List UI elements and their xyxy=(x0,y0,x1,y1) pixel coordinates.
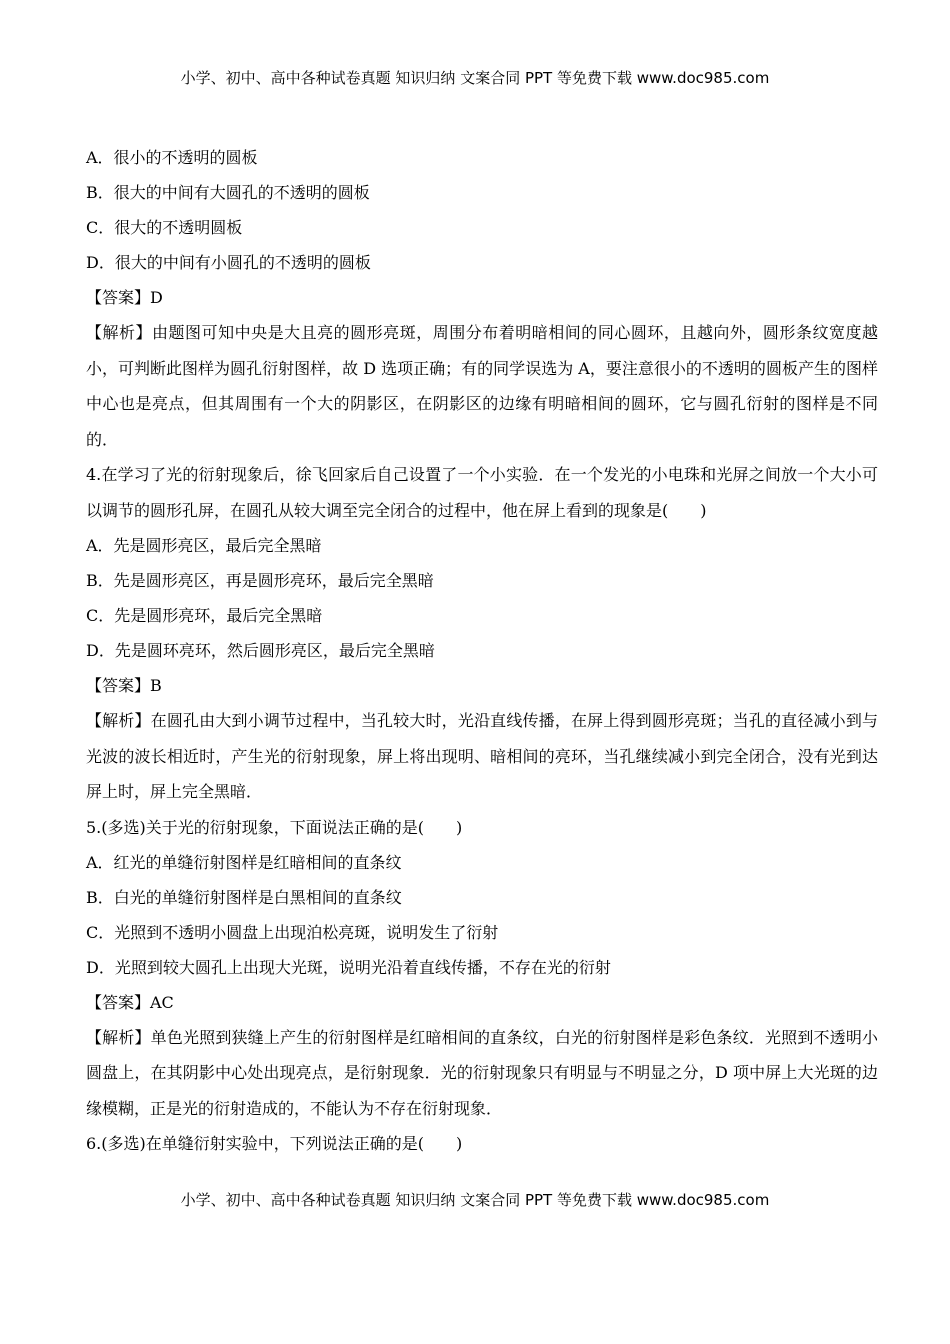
answer: 【答案】B xyxy=(86,676,162,695)
question-stem: 5.(多选)关于光的衍射现象，下面说法正确的是( ) xyxy=(86,817,463,837)
question-6-block xyxy=(86,1126,878,1161)
option-a: A．红光的单缝衍射图样是红暗相间的直条纹 xyxy=(86,852,402,872)
analysis: 【解析】由题图可知中央是大且亮的圆形亮斑，周围分布着明暗相间的同心圆环，且越向外，圆形条纹宽度越小，可判断此图样为圆孔衍射图样，故 D 选项正确；有的同学误选为 A，要注意很小的不透明的圆板产生的图样中心也是亮点，但其周围有一个大的阴影区，在阴影区的边缘有明暗相间的圆环，它与圆孔衍射的图样是不同的． xyxy=(86,323,878,449)
question-stem: 4.在学习了光的衍射现象后，徐飞回家后自己设置了一个小实验．在一个发光的小电珠和光屏之间放一个大小可以调节的圆形孔屏，在圆孔从较大调至完全闭合的过程中，他在屏上看到的现象是( ) xyxy=(86,465,878,520)
analysis: 【解析】单色光照到狭缝上产生的衍射图样是红暗相间的直条纹，白光的衍射图样是彩色条纹．光照到不透明小圆盘上，在其阴影中心处出现亮点，是衍射现象．光的衍射现象只有明显与不明显之分，D 项中屏上大光斑的边缘模糊，正是光的衍射造成的，不能认为不存在衍射现象． xyxy=(86,1027,878,1118)
analysis: 【解析】在圆孔由大到小调节过程中，当孔较大时，光沿直线传播，在屏上得到圆形亮斑；当孔的直径减小到与光波的波长相近时，产生光的衍射现象，屏上将出现明、暗相间的亮环，当孔继续减小到完全闭合，没有光到达屏上时，屏上完全黑暗． xyxy=(86,711,878,801)
question-5-block xyxy=(86,810,878,1127)
option-b: B．很大的中间有大圆孔的不透明的圆板 xyxy=(86,183,370,202)
option-b: B．白光的单缝衍射图样是白黑相间的直条纹 xyxy=(86,887,402,907)
question-stem: 6.(多选)在单缝衍射实验中，下列说法正确的是( ) xyxy=(86,1134,463,1153)
document-body xyxy=(86,140,878,1161)
option-c: C．先是圆形亮环，最后完全黑暗 xyxy=(86,606,323,625)
answer: 【答案】D xyxy=(86,288,163,307)
page-footer: 小学、初中、高中各种试卷真题 知识归纳 文案合同 PPT 等免费下载 www.doc985.com xyxy=(180,1191,770,1209)
option-c: C．光照到不透明小圆盘上出现泊松亮斑，说明发生了衍射 xyxy=(86,922,499,942)
option-b: B．先是圆形亮区，再是圆形亮环，最后完全黑暗 xyxy=(86,571,434,590)
page-header: 小学、初中、高中各种试卷真题 知识归纳 文案合同 PPT 等免费下载 www.doc985.com xyxy=(180,69,770,87)
question-4-block xyxy=(86,457,878,810)
option-d: D．光照到较大圆孔上出现大光斑，说明光沿着直线传播，不存在光的衍射 xyxy=(86,957,611,977)
answer: 【答案】AC xyxy=(86,992,174,1012)
option-d: D．先是圆环亮环，然后圆形亮区，最后完全黑暗 xyxy=(86,641,435,660)
option-d: D．很大的中间有小圆孔的不透明的圆板 xyxy=(86,253,371,272)
option-a: A．很小的不透明的圆板 xyxy=(86,148,258,167)
option-a: A．先是圆形亮区，最后完全黑暗 xyxy=(86,536,322,555)
question-3-block xyxy=(86,140,878,457)
option-c: C．很大的不透明圆板 xyxy=(86,218,243,237)
